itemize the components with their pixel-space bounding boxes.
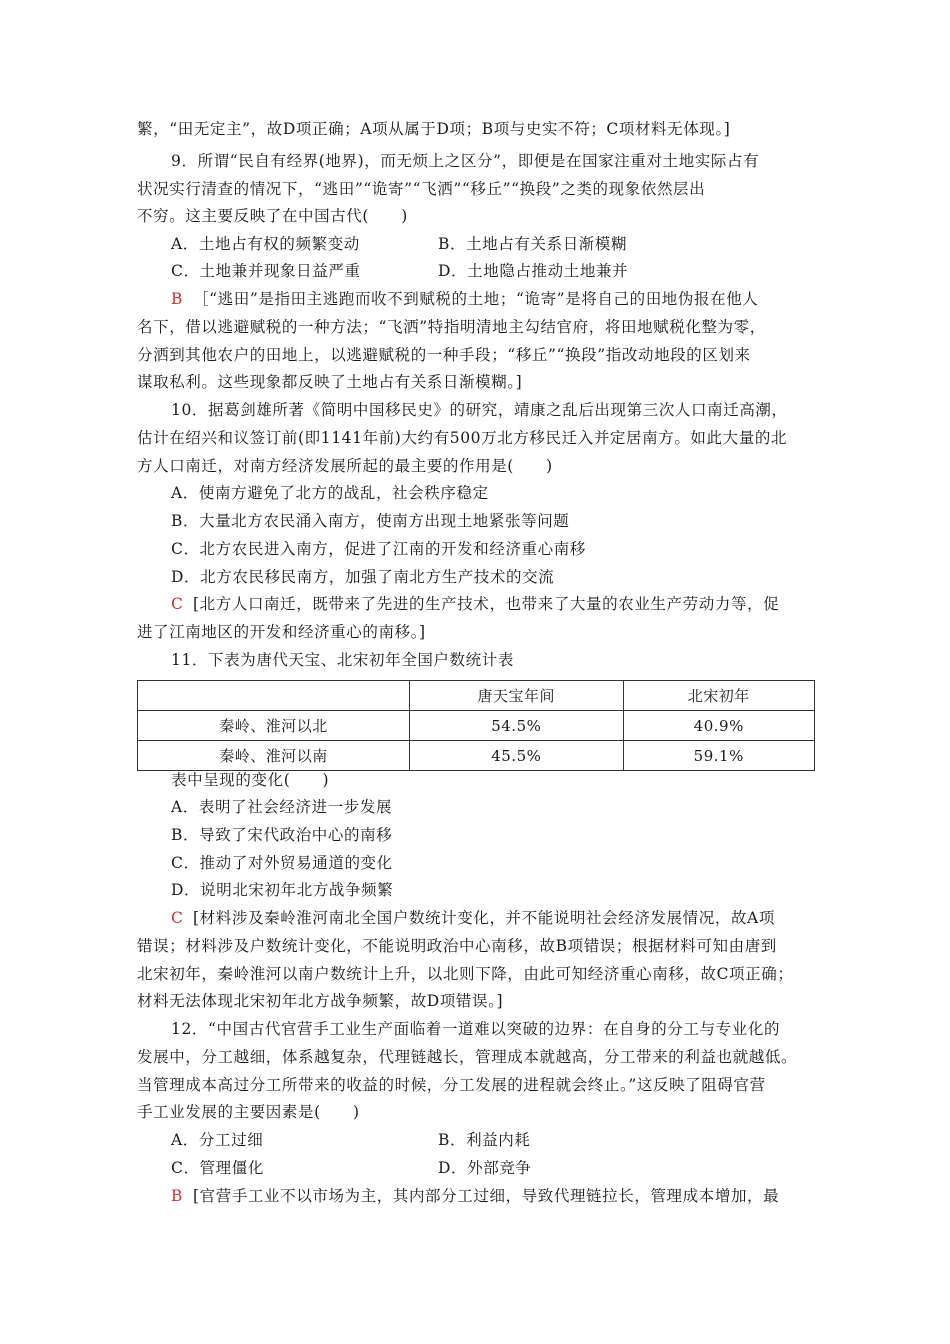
table-header-cell: 北宋初年	[623, 681, 815, 711]
table-cell: 秦岭、淮河以南	[138, 741, 410, 771]
table-row	[138, 711, 815, 741]
answer-letter: C	[171, 909, 184, 927]
text-line: 分洒到其他农户的田地上，以逃避赋税的一种手段；“移丘”“换段”指改动地段的区划来	[137, 346, 751, 364]
option-a: A．分工过细	[171, 1131, 264, 1149]
option-a: A．表明了社会经济进一步发展	[171, 798, 393, 816]
question-11-prompt: 表中呈现的变化( )	[171, 771, 330, 789]
households-table	[137, 680, 815, 771]
text-line: 当管理成本高过分工所带来的收益的时候，分工发展的进程就会终止。”这反映了阻碍官营	[137, 1076, 766, 1094]
answer-letter: C	[171, 595, 184, 613]
option-b: B．土地占有关系日渐模糊	[438, 235, 628, 253]
question-12-explanation	[171, 1182, 779, 1210]
text-line: 名下，借以逃避赋税的一种方法；“飞洒”特指明清地主勾结官府，将田地赋税化整为零，	[137, 318, 766, 336]
option-d: D．说明北宋初年北方战争频繁	[171, 881, 394, 899]
text-line: 不穷。这主要反映了在中国古代( )	[137, 207, 408, 225]
table-cell: 45.5%	[410, 741, 623, 771]
question-11-explanation	[171, 904, 775, 932]
question-10-stem: 10．据葛剑雄所著《简明中国移民史》的研究，靖康之乱后出现第三次人口南迁高潮，	[171, 401, 788, 419]
option-d: D．外部竞争	[438, 1159, 532, 1177]
question-11-stem: 11．下表为唐代天宝、北宋初年全国户数统计表	[171, 651, 514, 669]
option-c: C．管理僵化	[171, 1159, 264, 1177]
option-b: B．大量北方农民涌入南方，使南方出现土地紧张等问题	[171, 512, 570, 530]
table-header-cell	[138, 681, 410, 711]
question-10-explanation	[171, 590, 779, 618]
text-line: 材料无法体现北宋初年北方战争频繁，故D项错误。]	[137, 992, 504, 1010]
explanation-text: [材料涉及秦岭淮河南北全国户数统计变化，并不能说明社会经济发展情况，故A项	[193, 909, 775, 927]
answer-letter: B	[171, 1187, 183, 1205]
text-line: 错误；材料涉及户数统计变化，不能说明政治中心南移，故B项错误；根据材料可知由唐到	[137, 937, 777, 955]
answer-letter: B	[171, 290, 183, 308]
option-d: D．北方农民移民南方，加强了南北方生产技术的交流	[171, 568, 555, 586]
text-line: 谋取私利。这些现象都反映了土地占有关系日渐模糊。]	[137, 373, 523, 391]
option-c: C．推动了对外贸易通道的变化	[171, 854, 393, 872]
text-line: 北宋初年，秦岭淮河以南户数统计上升，以北则下降，由此可知经济重心南移，故C项正确；	[137, 965, 794, 983]
option-b: B．导致了宋代政治中心的南移	[171, 826, 393, 844]
explanation-text: [北方人口南迁，既带来了先进的生产技术，也带来了大量的农业生产劳动力等，促	[193, 595, 780, 613]
option-d: D．土地隐占推动土地兼并	[438, 262, 629, 280]
option-a: A．土地占有权的频繁变动	[171, 235, 360, 253]
table-cell: 秦岭、淮河以北	[138, 711, 410, 741]
question-12-options-cd	[171, 1154, 532, 1182]
text-line: 手工业发展的主要因素是( )	[137, 1103, 360, 1121]
option-b: B．利益内耗	[438, 1131, 531, 1149]
table-cell: 40.9%	[623, 711, 815, 741]
option-c: C．土地兼并现象日益严重	[171, 262, 361, 280]
table-header-cell: 唐天宝年间	[410, 681, 623, 711]
question-9-options-ab	[171, 230, 628, 258]
text-line: 方人口南迁，对南方经济发展所起的最主要的作用是( )	[137, 457, 553, 475]
explanation-text: ［“逃田”是指田主逃跑而收不到赋税的土地；“诡寄”是将自己的田地伪报在他人	[193, 290, 759, 308]
question-9-options-cd	[171, 257, 629, 285]
text-line: 进了江南地区的开发和经济重心的南移。]	[137, 623, 426, 641]
table-cell: 54.5%	[410, 711, 623, 741]
option-a: A．使南方避免了北方的战乱，社会秩序稳定	[171, 484, 489, 502]
text-line: 繁，“田无定主”，故D项正确；A项从属于D项；B项与史实不符；C项材料无体现。]	[137, 120, 731, 138]
option-c: C．北方农民进入南方，促进了江南的开发和经济重心南移	[171, 540, 586, 558]
question-12-options-ab	[171, 1126, 531, 1154]
question-9-explanation	[171, 285, 758, 313]
text-line: 估计在绍兴和议签订前(即1141年前)大约有500万北方移民迁入并定居南方。如此大量的北	[137, 429, 788, 447]
table-header-row	[138, 681, 815, 711]
question-9-stem: 9．所谓“民自有经界(地界)，而无烦上之区分”，即便是在国家注重对土地实际占有	[171, 152, 760, 170]
explanation-text: [官营手工业不以市场为主，其内部分工过细，导致代理链拉长，管理成本增加，最	[193, 1187, 780, 1205]
text-line: 发展中，分工越细，体系越复杂，代理链越长，管理成本就越高，分工带来的利益也就越低。	[137, 1048, 798, 1066]
text-line: 状况实行清查的情况下，“逃田”“诡寄”“飞洒”“移丘”“换段”之类的现象依然层出	[137, 180, 706, 198]
question-12-stem: 12．“中国古代官营手工业生产面临着一道难以突破的边界：在自身的分工与专业化的	[171, 1020, 781, 1038]
table-cell: 59.1%	[623, 741, 815, 771]
